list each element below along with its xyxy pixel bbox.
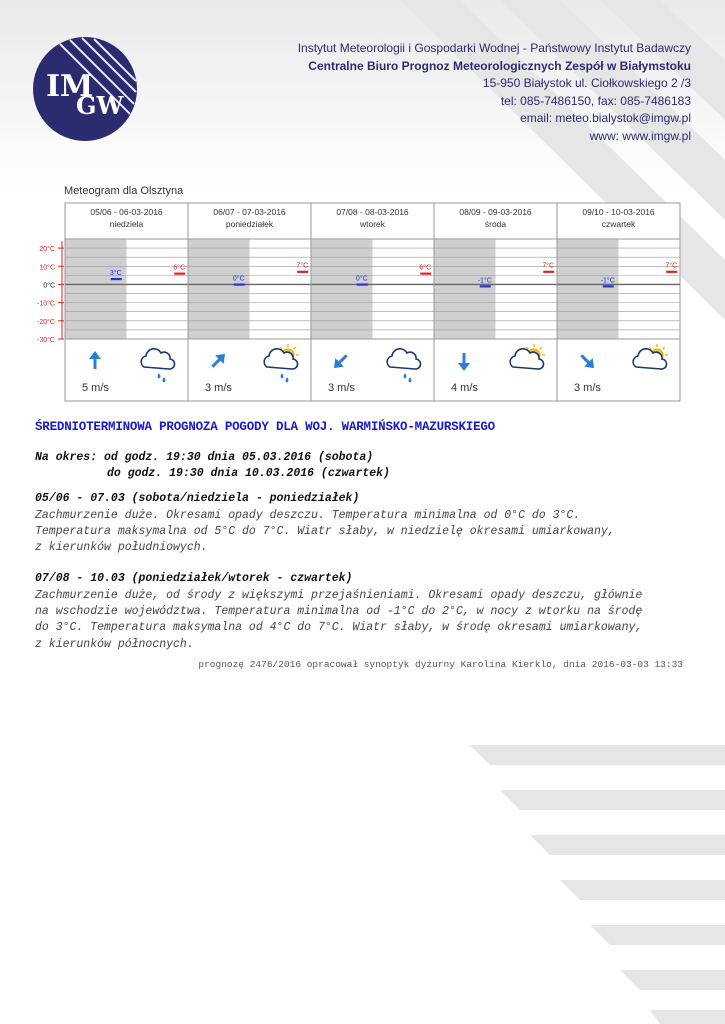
day-name: czwartek [601, 219, 636, 229]
max-temp-marker [543, 271, 554, 273]
max-temp-label: 7°C [665, 262, 678, 270]
y-tick-label: -10°C [37, 300, 55, 308]
day-dates: 05/06 - 06-03-2016 [90, 207, 163, 217]
max-temp-label: 6°C [419, 264, 432, 272]
night-shade [311, 239, 373, 339]
meteogram-title: Meteogram dla Olsztyna [64, 185, 184, 197]
day-name: poniedziałek [225, 219, 274, 229]
meteogram-chart [30, 197, 690, 407]
min-temp-marker [357, 283, 368, 285]
bureau-name: Centralne Biuro Prognoz Meteorologicznych Zespół w Białymstoku [308, 58, 691, 73]
min-temp-label: -1°C [477, 277, 492, 285]
email[interactable]: email: meteo.bialystok@imgw.pl [520, 111, 691, 126]
night-shade [188, 239, 250, 339]
max-temp-label: 7°C [296, 262, 309, 270]
max-temp-marker [666, 271, 677, 273]
wind-speed: 5 m/s [82, 382, 109, 394]
website[interactable]: www: www.imgw.pl [589, 128, 691, 143]
day-name: niedziela [109, 219, 144, 229]
min-temp-marker [603, 285, 614, 287]
institute-header [298, 40, 691, 146]
min-temp-marker [111, 278, 122, 280]
forecast-footer: prognozę 2476/2016 opracował synoptyk dyżurny Karolina Kierklo, dnia 2016-03-03 13:33 [198, 659, 683, 670]
night-shade [557, 239, 619, 339]
rain-drop [409, 378, 411, 382]
wind-speed: 4 m/s [451, 382, 478, 394]
wind-speed: 3 m/s [205, 382, 232, 394]
y-tick-label: -30°C [37, 337, 55, 344]
day-name: środa [484, 219, 507, 229]
min-temp-label: 3°C [109, 270, 122, 277]
section-text-2: Zachmurzenie duże, od środy z większymi przejaśnieniami. Okresami opady deszczu, głównie na wschodzie województwa. Temperatura minimalna od -1°C do 2°C, w nocy z wtorku na środę do 3°C. Temperatura maksymalna od 4°C do 7°C. Wiatr słaby, w środę okresami umiarkowany, z kierunków północnych. [35, 589, 643, 651]
max-temp-marker [174, 273, 185, 275]
day-name: wtorek [359, 219, 386, 229]
day-dates: 09/10 - 10-03-2016 [582, 207, 655, 217]
day-dates: 08/09 - 09-03-2016 [459, 207, 532, 217]
section-heading-1: 05/06 - 07.03 (sobota/niedziela - poniedziałek) [35, 492, 360, 505]
night-shade [65, 239, 127, 339]
forecast-headline: ŚREDNIOTERMINOWA PROGNOZA POGODY DLA WOJ. WARMIŃSKO-MAZURSKIEGO [35, 420, 495, 434]
section-heading-2: 07/08 - 10.03 (poniedziałek/wtorek - czwartek) [35, 572, 353, 585]
max-temp-marker [297, 271, 308, 273]
address: 15-950 Białystok ul. Ciołkowskiego 2 /3 [482, 76, 691, 91]
wind-speed: 3 m/s [328, 382, 355, 394]
min-temp-marker [234, 283, 245, 285]
imgw-logo [32, 36, 138, 142]
phone: tel: 085-7486150, fax: 085-7486183 [500, 93, 691, 108]
day-dates: 06/07 - 07-03-2016 [213, 207, 286, 217]
day-dates: 07/08 - 08-03-2016 [336, 207, 409, 217]
rain-drop [404, 374, 406, 378]
night-shade [434, 239, 496, 339]
logo-text-gw: GW [76, 91, 124, 120]
y-tick-label: 0°C [43, 282, 55, 290]
forecast-period [35, 450, 390, 482]
rain-drop [163, 378, 165, 382]
y-tick-label: 10°C [39, 264, 55, 272]
institute-name: Instytut Meteorologii i Gospodarki Wodnej - Państwowy Instytut Badawczy [297, 41, 691, 55]
rain-drop [281, 374, 283, 378]
logo-text-im: IM [46, 69, 94, 104]
max-temp-marker [420, 273, 431, 275]
rain-drop [158, 374, 160, 378]
min-temp-label: 0°C [355, 275, 368, 283]
y-tick-label: 20°C [39, 246, 55, 254]
min-temp-label: 0°C [232, 275, 245, 283]
max-temp-label: 6°C [173, 264, 186, 272]
min-temp-marker [480, 285, 491, 287]
period-to: do godz. 19:30 dnia 10.03.2016 (czwartek) [107, 467, 390, 480]
max-temp-label: 7°C [542, 262, 555, 270]
y-tick-label: -20°C [37, 318, 55, 326]
section-text-1: Zachmurzenie duże. Okresami opady deszczu. Temperatura minimalna od 0°C do 3°C. Temperatura maksymalna od 5°C do 7°C. Wiatr słaby, w niedzielę okresami umiarkowany, z kierunków południowych. [35, 509, 615, 555]
rain-drop [286, 378, 288, 382]
min-temp-label: -1°C [600, 277, 615, 285]
period-from: Na okres: od godz. 19:30 dnia 05.03.2016 (sobota) [35, 451, 374, 464]
wind-speed: 3 m/s [574, 382, 601, 394]
